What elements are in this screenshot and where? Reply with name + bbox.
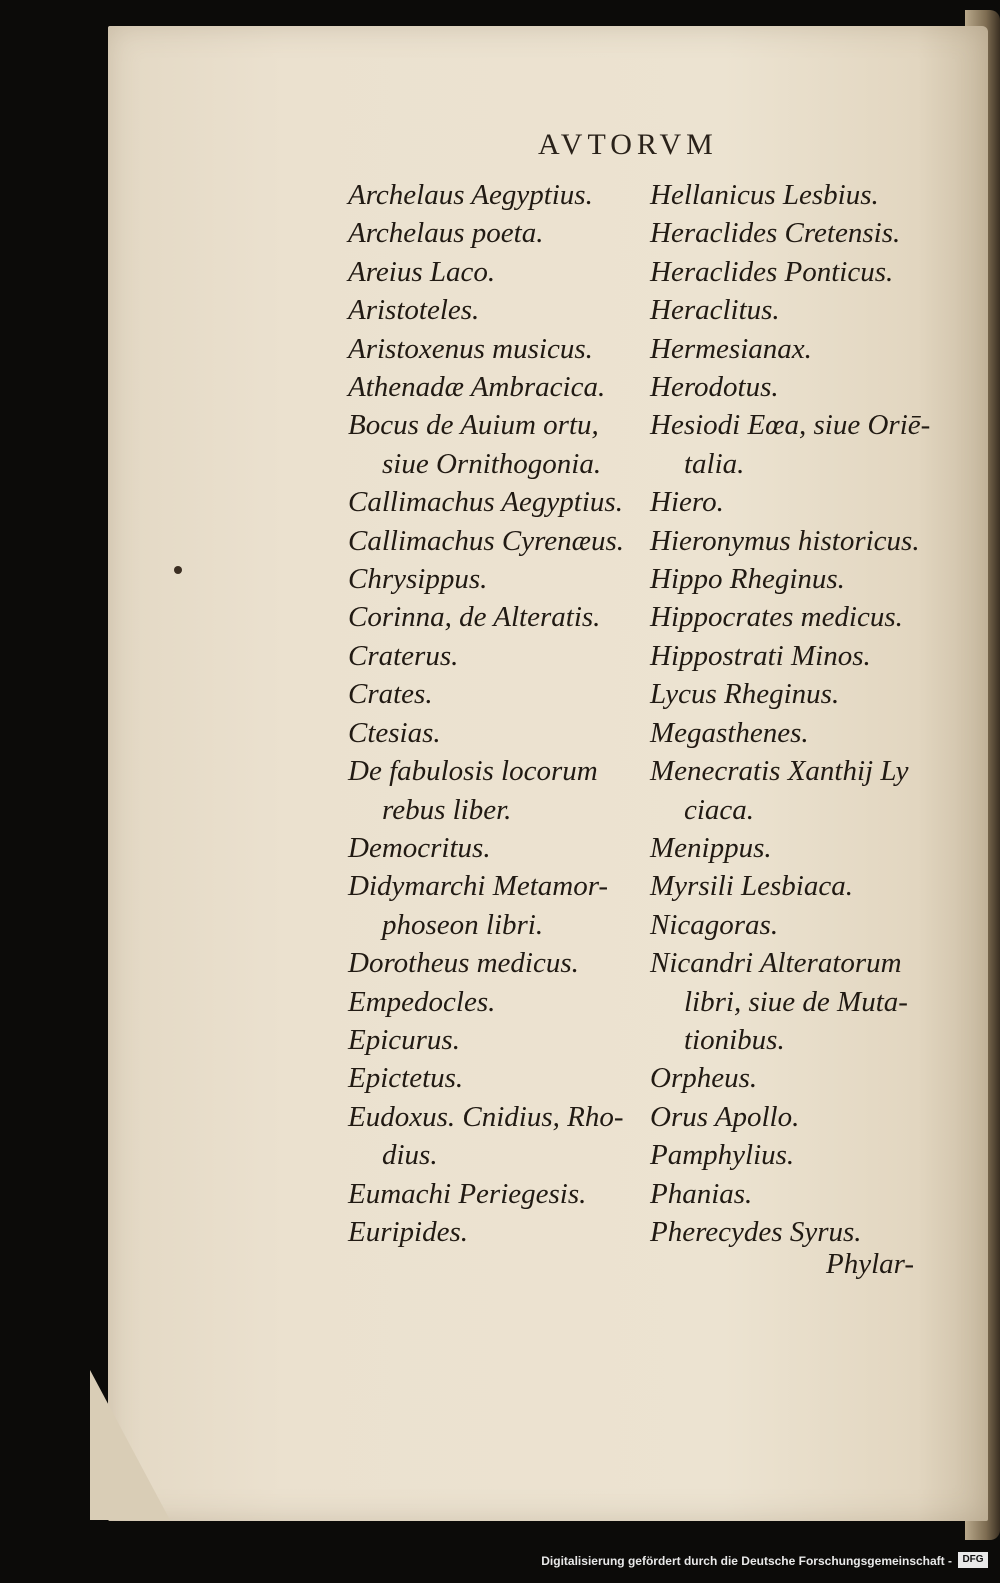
author-entry: Hesiodi Eœa, siue Oriē- xyxy=(650,409,931,442)
author-entry: Pherecydes Syrus. xyxy=(650,1215,862,1248)
author-entry: Empedocles. xyxy=(348,985,496,1018)
author-entry: Menippus. xyxy=(650,831,772,864)
dfg-logo: DFG xyxy=(958,1552,988,1568)
author-entry: Bocus de Auium ortu, xyxy=(348,409,599,442)
author-entry: Hippo Rheginus. xyxy=(650,563,845,596)
author-entry-continuation: tionibus. xyxy=(684,1023,785,1056)
author-entry: Hippocrates medicus. xyxy=(650,601,903,634)
digitization-footer xyxy=(0,1549,1000,1583)
author-entry: Eudoxus. Cnidius, Rho- xyxy=(348,1100,624,1133)
author-entry: Euripides. xyxy=(348,1215,469,1248)
author-entry: Hellanicus Lesbius. xyxy=(650,179,879,211)
author-entry: Myrsili Lesbiaca. xyxy=(650,870,853,903)
author-entry: Crates. xyxy=(348,678,433,711)
author-entry-continuation: talia. xyxy=(684,447,745,480)
author-entry: Chrysippus. xyxy=(348,563,488,596)
author-entry-continuation: phoseon libri. xyxy=(382,908,544,941)
author-entry: Epicurus. xyxy=(348,1023,460,1056)
author-entry: Callimachus Cyrenæus. xyxy=(348,524,625,557)
author-entry: Areius Laco. xyxy=(348,255,496,288)
author-entry: Dorotheus medicus. xyxy=(348,947,579,980)
author-list-right xyxy=(650,176,950,1251)
running-head: AVTORVM xyxy=(538,128,718,161)
author-entry: Eumachi Periegesis. xyxy=(348,1177,587,1210)
author-entry: Megasthenes. xyxy=(650,716,809,749)
author-entry: Heraclitus. xyxy=(650,294,780,327)
author-entry: Epictetus. xyxy=(348,1062,464,1095)
funding-credit: Digitalisierung gefördert durch die Deutsche Forschungsgemeinschaft - xyxy=(541,1554,952,1568)
author-entry: Aristoteles. xyxy=(348,294,480,327)
author-entry-continuation: dius. xyxy=(382,1139,438,1172)
author-entry: Aristoxenus musicus. xyxy=(348,332,593,365)
author-entry: Hippostrati Minos. xyxy=(650,639,871,672)
author-entry: Phanias. xyxy=(650,1177,753,1210)
author-entry-continuation: rebus liber. xyxy=(382,793,512,826)
author-entry: Herodotus. xyxy=(650,371,779,404)
author-entry: Hieronymus historicus. xyxy=(650,524,920,557)
author-entry: Hermesianax. xyxy=(650,332,812,365)
author-entry: Hiero. xyxy=(650,486,724,519)
author-entry: Callimachus Aegyptius. xyxy=(348,486,623,519)
author-entry: Pamphylius. xyxy=(650,1139,795,1172)
author-entry: Didymarchi Metamor- xyxy=(348,870,609,903)
author-list-left xyxy=(348,176,638,1251)
author-entry: Craterus. xyxy=(348,639,459,672)
author-entry: Nicandri Alteratorum xyxy=(650,947,902,980)
author-entry: Ctesias. xyxy=(348,716,441,749)
author-entry-continuation: ciaca. xyxy=(684,793,755,826)
author-entry: Menecratis Xanthij Ly xyxy=(650,755,909,788)
author-entry-continuation: libri, siue de Muta- xyxy=(684,985,908,1018)
page-fold-corner xyxy=(90,1370,170,1520)
author-entry-continuation: siue Ornithogonia. xyxy=(382,447,602,480)
author-entry: Heraclides Ponticus. xyxy=(650,255,894,288)
author-entry: Orus Apollo. xyxy=(650,1100,800,1133)
paper-speck xyxy=(174,566,182,574)
author-entry: Lycus Rheginus. xyxy=(650,678,840,711)
author-entry: Archelaus poeta. xyxy=(348,217,544,250)
author-entry: Heraclides Cretensis. xyxy=(650,217,901,250)
author-entry: Nicagoras. xyxy=(650,908,779,941)
author-entry: Orpheus. xyxy=(650,1062,758,1095)
author-entry: Athenadæ Ambracica. xyxy=(348,371,606,404)
author-entry: Corinna, de Alteratis. xyxy=(348,601,601,634)
author-entry: De fabulosis locorum xyxy=(348,755,598,788)
author-entry: Archelaus Aegyptius. xyxy=(348,179,593,211)
author-entry: Democritus. xyxy=(348,831,491,864)
catchword: Phylar- xyxy=(826,1248,915,1280)
